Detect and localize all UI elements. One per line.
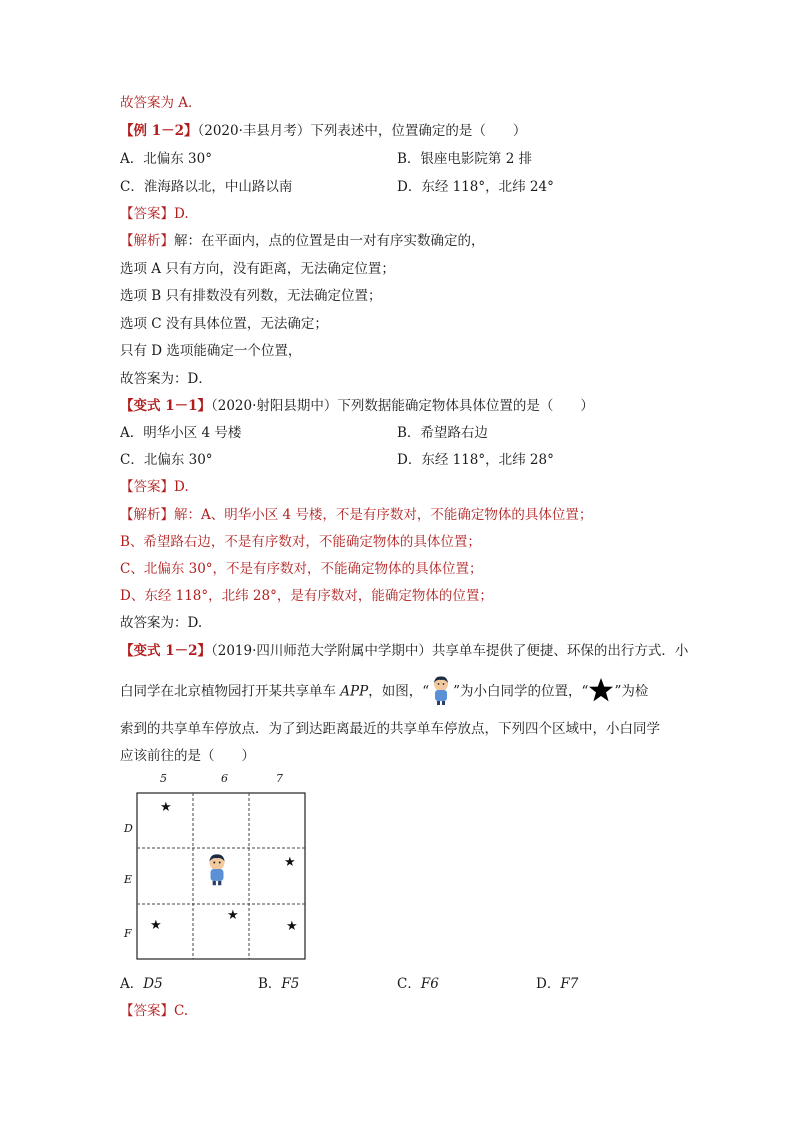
analysis-line: C、北偏东 30°，不是有序数对，不能确定物体的具体位置；	[120, 561, 483, 577]
bike-star-icon: ★	[286, 919, 298, 934]
answer-tag: 【答案】	[120, 206, 174, 222]
answer-value: D.	[174, 479, 189, 495]
star-icon	[588, 677, 614, 701]
student-icon	[204, 852, 230, 890]
text-segment: ”为检	[614, 683, 649, 700]
option-value: F7	[560, 976, 579, 992]
analysis-text: 解：在平面内，点的位置是由一对有序实数确定的，	[174, 233, 485, 249]
analysis-line: B、希望路右边，不是有序数对，不能确定物体的具体位置；	[120, 534, 481, 550]
row-label: E	[124, 873, 133, 886]
text-segment: ”为小白同学的位置，“	[453, 683, 589, 700]
bike-star-icon: ★	[227, 908, 239, 923]
app-term: APP	[340, 683, 369, 700]
analysis-line: 只有 D 选项能确定一个位置，	[120, 343, 302, 359]
option-c: C．淮海路以北，中山路以南	[120, 179, 293, 195]
answer-tag: 【答案】	[120, 1003, 174, 1019]
analysis-line	[120, 505, 592, 525]
question-text: （2020·丰县月考）下列表述中，位置确定的是（ ）	[197, 123, 527, 139]
option-prefix: B．	[258, 976, 282, 992]
student-icon	[429, 675, 453, 699]
option-c	[397, 974, 439, 994]
analysis-line: 选项 C 没有具体位置，无法确定；	[120, 316, 328, 332]
question-text: （2019·四川师范大学附属中学期中）共享单车提供了便捷、环保的出行方式．小	[211, 643, 689, 659]
answer-line	[120, 1001, 188, 1021]
analysis-line: 故答案为：D.	[120, 615, 203, 631]
option-prefix: D．	[536, 976, 561, 992]
option-value: F5	[281, 976, 300, 992]
option-prefix: A．	[120, 976, 144, 992]
row-label: D	[124, 822, 133, 835]
variant-1-2-question	[120, 641, 688, 661]
analysis-tag: 【解析】	[120, 233, 174, 249]
answer-tag: 【答案】	[120, 479, 174, 495]
option-a: A．北偏东 30°	[120, 151, 212, 167]
column-label: 5	[160, 772, 167, 785]
row-label: F	[124, 927, 132, 940]
analysis-tag: 【解析】	[120, 507, 174, 523]
answer-line	[120, 204, 189, 224]
text-segment: 白同学在北京植物园打开某共享单车	[120, 683, 336, 700]
option-prefix: C．	[397, 976, 421, 992]
answer-value: C.	[174, 1003, 189, 1019]
option-d	[536, 974, 578, 994]
analysis-line	[120, 231, 485, 251]
answer-value: D.	[174, 206, 189, 222]
variant-tag: 【变式 1－2】	[120, 643, 211, 659]
option-value: D5	[143, 976, 163, 992]
analysis-line: 选项 A 只有方向，没有距离，无法确定位置；	[120, 261, 395, 277]
example-1-2-question	[120, 121, 526, 141]
analysis-line: 故答案为：D．	[120, 371, 212, 387]
bike-star-icon: ★	[160, 800, 172, 815]
variant-1-1-question	[120, 396, 594, 416]
text-segment: ，如图，“	[368, 683, 430, 700]
option-a: A．明华小区 4 号楼	[120, 425, 242, 441]
question-line: 索到的共享单车停放点．为了到达距离最近的共享单车停放点，下列四个区域中，小白同学	[120, 721, 660, 737]
question-line: 应该前往的是（ ）	[120, 748, 255, 764]
prev-answer: 故答案为 A．	[120, 95, 202, 111]
question-text: （2020·射阳县期中）下列数据能确定物体具体位置的是（ ）	[211, 398, 594, 414]
question-line	[120, 680, 648, 704]
bike-star-icon: ★	[284, 855, 296, 870]
column-label: 6	[221, 772, 228, 785]
example-tag: 【例 1－2】	[120, 123, 198, 139]
analysis-text: 解：A、明华小区 4 号楼，不是有序数对，不能确定物体的具体位置；	[174, 507, 593, 523]
analysis-line: 选项 B 只有排数没有列数，无法确定位置；	[120, 288, 382, 304]
variant-tag: 【变式 1－1】	[120, 398, 211, 414]
option-d: D．东经 118°，北纬 28°	[397, 452, 554, 468]
option-b: B．希望路右边	[397, 425, 488, 441]
answer-line	[120, 477, 189, 497]
option-value: F6	[420, 976, 439, 992]
option-a	[120, 974, 163, 994]
option-c: C．北偏东 30°	[120, 452, 213, 468]
grid-figure	[120, 772, 320, 962]
bike-star-icon: ★	[150, 918, 162, 933]
option-d: D．东经 118°，北纬 24°	[397, 179, 554, 195]
column-label: 7	[276, 772, 283, 785]
option-b: B．银座电影院第 2 排	[397, 151, 533, 167]
option-b	[258, 974, 299, 994]
analysis-line: D、东经 118°，北纬 28°，是有序数对，能确定物体的位置；	[120, 588, 493, 604]
